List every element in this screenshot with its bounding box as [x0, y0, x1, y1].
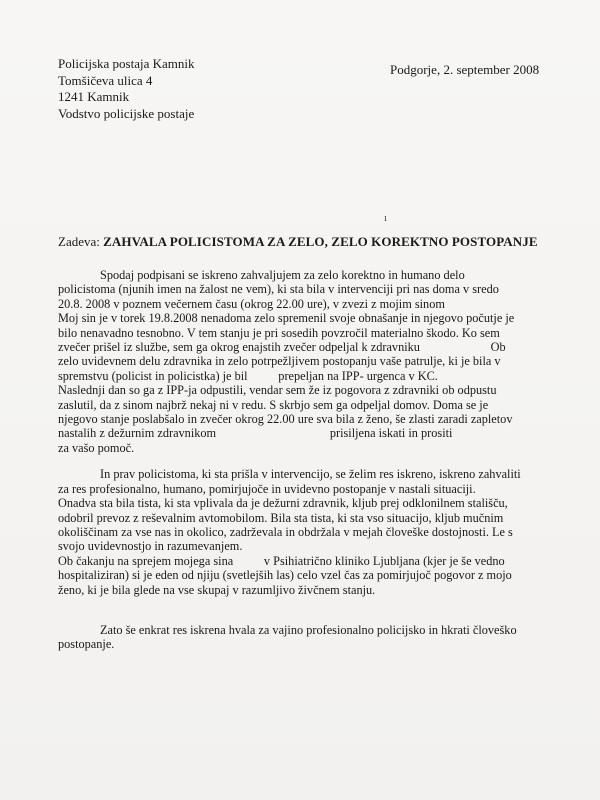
- body-line: 20.8. 2008 v poznem večernem času (okrog 22.00 ure), v zvezi z mojim sinom: [58, 296, 445, 311]
- subject-title: ZAHVALA POLICISTOMA ZA ZELO, ZELO KOREKTNO POSTOPANJE: [103, 234, 538, 249]
- body-line: bilo nenavadno tesnobno. V tem stanju je pri sosedih povzročil materialno škodo. Ko sem: [58, 325, 500, 340]
- body-line: In prav policistoma, ki sta prišla v intervencijo, se želim res iskreno, iskreno zahvaliti: [100, 467, 521, 482]
- body-line: Spodaj podpisani se iskreno zahvaljujem za zelo korektno in humano delo: [100, 268, 465, 282]
- body-line: okoliščinam za vse nas in okolico, zadrževala in obdržala v mejah človeške dostojnosti. Le s: [58, 524, 513, 539]
- letter-date: Podgorje, 2. september 2008: [390, 62, 540, 77]
- subject-line: [58, 234, 538, 250]
- sender-line-4: Vodstvo policijske postaje: [58, 105, 195, 121]
- body-line: hospitaliziran) si je eden od njiju (svetlejših las) celo vzel čas za pomirjujoč pogovor z mojo: [58, 568, 512, 583]
- body-line: za res profesionalno, humano, pomirjujoče in uvidevno postopanje v nastali situaciji.: [58, 481, 476, 496]
- paragraph-gap: [86, 455, 536, 467]
- body-line: nastalih z dežurnim zdravnikom prisiljena iskati in prositi: [58, 426, 453, 441]
- body-line: spremstvu (policist in policistka) je bil prepeljan na IPP- urgenca v KC.: [58, 368, 438, 383]
- body-line: Moj sin je v torek 19.8.2008 nenadoma zelo spremenil svoje obnašanje in njegovo počutje je: [58, 311, 515, 326]
- body-line: Naslednji dan so ga z IPP-ja odpustili, vendar sem že iz pogovora z zdravniki ob odpustu: [58, 383, 497, 398]
- body-line: postopanje.: [58, 637, 115, 652]
- body-line: njegovo stanje poslabšalo in zvečer okrog 22.00 ure sva bila z ženo, še zlasti zaradi zapletov: [58, 412, 513, 427]
- body-line: zaslutil, da z sinom najbrž nekaj ni v redu. S skrbjo sem ga odpeljal domov. Doma se je: [58, 397, 489, 412]
- body-line: svojo uvidevnostjo in razumevanjem.: [58, 539, 243, 554]
- body-line: Ob čakanju na sprejem mojega sina v Psihiatrično kliniko Ljubljana (kjer je še vedno: [58, 553, 505, 568]
- sender-line-2: Tomšičeva ulica 4: [58, 72, 153, 88]
- body-line: zvečer prišel iz službe, sem ga okrog enajstih zvečer odpeljal k zdravniku Ob: [58, 340, 506, 355]
- letter-body: [58, 268, 536, 652]
- paragraph-gap: [86, 597, 536, 623]
- body-line: Onadva sta bila tista, ki sta vplivala da je dežurni zdravnik, kljub prej odklonilnem stališču,: [58, 496, 508, 511]
- stray-mark: ı: [384, 212, 388, 224]
- body-line: policistoma (njunih imen na žalost ne vem), ki sta bila v intervenciji pri nas doma v sredo: [58, 282, 499, 297]
- sender-address: [58, 56, 194, 122]
- subject-label: Zadeva:: [58, 234, 100, 249]
- body-line: ženo, ki je bila glede na vse skupaj v razumljivo živčnem stanju.: [58, 582, 376, 597]
- body-line: Zato še enkrat res iskrena hvala za vajino profesionalno policijsko in hkrati človeško: [100, 622, 517, 637]
- sender-line-3: 1241 Kamnik: [58, 89, 130, 104]
- body-line: odobril prevoz z reševalnim avtomobilom. Bila sta tista, ki sta vso situacijo, kljub mučnim: [58, 510, 504, 525]
- body-line: za vašo pomoč.: [58, 440, 135, 455]
- sender-line-1: Policijska postaja Kamnik: [58, 56, 195, 71]
- body-line: zelo uvidevnem delu zdravnika in zelo potrpežljivem postopanju vaše patrulje, ki je bila v: [58, 354, 501, 369]
